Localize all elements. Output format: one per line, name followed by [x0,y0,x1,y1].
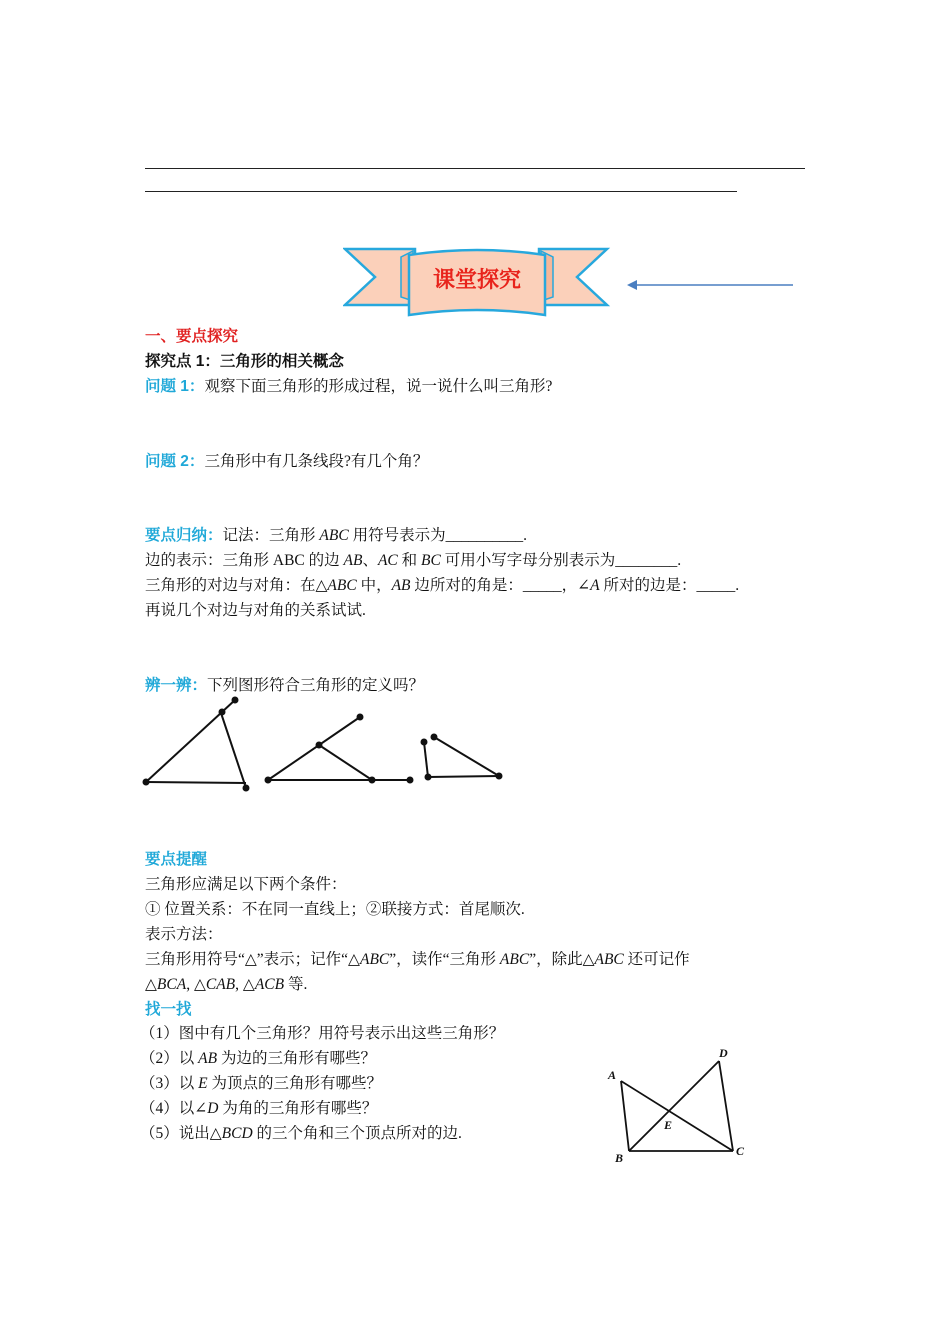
figure-1 [144,698,249,791]
find-heading: 找一找 [145,1001,192,1018]
geometry-figure [603,1045,763,1165]
summary-line-3: 三角形的对边与对角：在△ABC 中，AB 边所对的角是：_____，∠A 所对的边是：_____. [145,577,740,594]
tips-line-2: ① 位置关系：不在同一直线上；②联接方式：首尾顺次. [145,901,525,918]
tips-line-5: △BCA, △CAB, △ACB 等. [145,976,308,993]
label-A: A [608,1068,617,1082]
figure-2 [266,715,413,783]
figure-3 [422,735,502,780]
summary-label: 要点归纳： [145,527,223,544]
identify-label: 辨一辨： [145,677,208,694]
pointer-arrow-icon [625,278,795,292]
tips-heading: 要点提醒 [145,851,208,868]
question-1-label: 问题 1： [145,378,205,395]
identify-figures [140,696,520,796]
label-D: D [719,1046,728,1060]
question-1 [145,377,552,397]
banner [343,243,613,323]
answer-line-2 [145,191,737,192]
find-question-3: （3）以 E 为顶点的三角形有哪些？ [140,1075,382,1092]
find-question-2: （2）以 AB 为边的三角形有哪些？ [140,1050,376,1067]
find-question-4: （4）以∠D 为角的三角形有哪些？ [140,1100,378,1117]
question-2-label: 问题 2： [145,453,205,470]
section-heading: 一、要点探究 [145,328,239,345]
question-2 [145,452,428,472]
answer-line-1 [145,168,805,169]
summary-line-2: 边的表示：三角形 ABC 的边 AB、AC 和 BC 可用小写字母分别表示为________. [145,552,682,569]
label-E: E [664,1118,673,1132]
banner-title: 课堂探究 [432,268,522,293]
label-B: B [615,1151,624,1165]
question-2-text: 三角形中有几条线段?有几个角？ [204,453,429,470]
summary-line-4: 再说几个对边与对角的关系试试. [145,602,366,619]
tips-line-3: 表示方法： [145,926,223,943]
tips-line-1: 三角形应满足以下两个条件： [145,876,347,893]
identify-question: 辨一辨：下列图形符合三角形的定义吗？ [145,677,425,694]
label-C: C [736,1144,745,1158]
summary-line-1: 要点归纳：记法：三角形 ABC 用符号表示为__________. [145,527,527,544]
find-question-1: （1）图中有几个三角形？用符号表示出这些三角形？ [140,1025,505,1042]
find-question-5: （5）说出△BCD 的三个角和三个顶点所对的边. [140,1125,462,1142]
tips-line-4: 三角形用符号“△”表示；记作“△ABC”，读作“三角形 ABC”，除此△ABC 还可记作 [145,951,690,968]
question-1-text: 观察下面三角形的形成过程，说一说什么叫三角形? [204,378,553,395]
point-heading: 探究点 1：三角形的相关概念 [145,353,344,370]
